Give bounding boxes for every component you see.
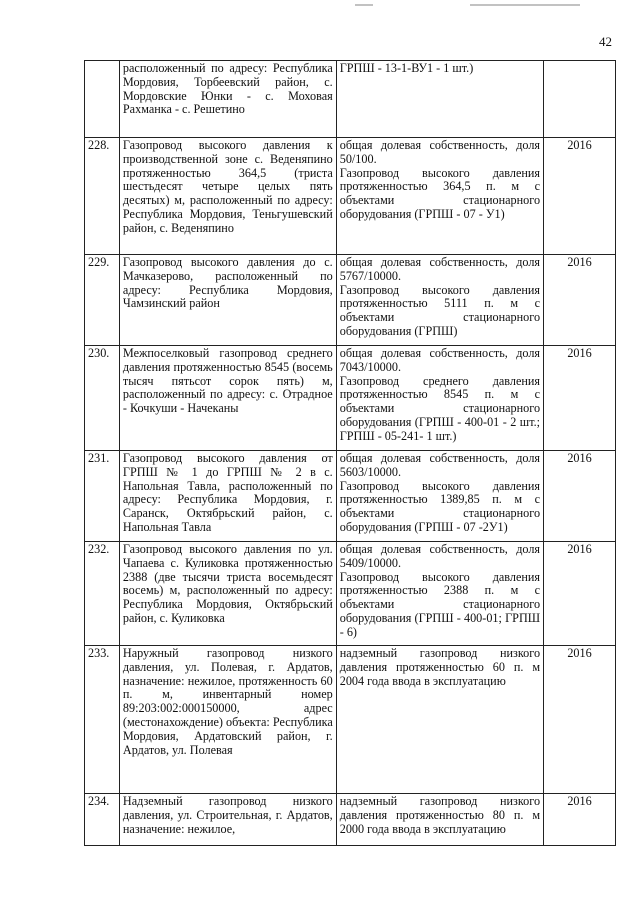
row-number: 231. <box>85 451 120 542</box>
ownership-details: общая долевая собственность, доля 5409/10000. Газопровод высокого давления протяженностью 2388 п. м с объектами стационарного оборудования (ГРПШ - 400-01; ГРПШ - 6) <box>336 542 543 646</box>
object-description: Наружный газопровод низкого давления, ул. Полевая, г. Ардатов, назначение: нежилое, протяженность 60 п. м, инвентарный номер 89:203:002:000150000, адрес (местонахождение) объекта: Республика Мордовия, Ардатовский район, г. Ардатов, ул. Полевая <box>119 646 336 794</box>
year: 2016 <box>544 346 616 451</box>
row-number: 228. <box>85 138 120 255</box>
table-row <box>85 542 616 646</box>
ownership-details: надземный газопровод низкого давления протяженностью 60 п. м 2004 года ввода в эксплуатацию <box>336 646 543 794</box>
year <box>544 61 616 138</box>
table-row <box>85 61 616 138</box>
year: 2016 <box>544 451 616 542</box>
ownership-details: общая долевая собственность, доля 7043/10000. Газопровод среднего давления протяженностью 8545 п. м с объектами стационарного оборудования (ГРПШ - 400-01 - 2 шт.; ГРПШ - 05-241- 1 шт.) <box>336 346 543 451</box>
year: 2016 <box>544 646 616 794</box>
table-row <box>85 646 616 794</box>
ownership-details: общая долевая собственность, доля 5767/10000. Газопровод высокого давления протяженностью 5111 п. м с объектами стационарного оборудования (ГРПШ) <box>336 255 543 346</box>
scan-artifact <box>355 4 373 6</box>
object-description: Надземный газопровод низкого давления, ул. Строительная, г. Ардатов, назначение: нежилое, <box>119 794 336 846</box>
ownership-details: общая долевая собственность, доля 50/100. Газопровод высокого давления протяженностью 364,5 п. м с объектами стационарного оборудования (ГРПШ - 07 - У1) <box>336 138 543 255</box>
year: 2016 <box>544 542 616 646</box>
ownership-details: общая долевая собственность, доля 5603/10000. Газопровод высокого давления протяженностью 1389,85 п. м с объектами стационарного оборудования (ГРПШ - 07 -2У1) <box>336 451 543 542</box>
row-number: 232. <box>85 542 120 646</box>
ownership-details: надземный газопровод низкого давления протяженностью 80 п. м 2000 года ввода в эксплуатацию <box>336 794 543 846</box>
table-row <box>85 451 616 542</box>
table-row <box>85 346 616 451</box>
object-description: расположенный по адресу: Республика Мордовия, Торбеевский район, с. Мордовские Юнки - с. Моховая Рахманка - с. Решетино <box>119 61 336 138</box>
year: 2016 <box>544 138 616 255</box>
row-number: 230. <box>85 346 120 451</box>
object-description: Газопровод высокого давления до с. Мачказерово, расположенный по адресу: Республика Мордовия, Чамзинский район <box>119 255 336 346</box>
table-row <box>85 255 616 346</box>
scan-artifact <box>470 4 580 6</box>
row-number: 229. <box>85 255 120 346</box>
object-description: Газопровод высокого давления к производственной зоне с. Веденяпино протяженностью 364,5 (триста шестьдесят четыре целых пять десятых) м, расположенный по адресу: Республика Мордовия, Теньгушевский район, с. Веденяпино <box>119 138 336 255</box>
row-number <box>85 61 120 138</box>
table-row <box>85 138 616 255</box>
object-description: Газопровод высокого давления по ул. Чапаева с. Куликовка протяженностью 2388 (две тысячи триста восемьдесят восемь) м, расположенный по адресу: Республика Мордовия, Октябрьский район, с. Куликовка <box>119 542 336 646</box>
object-description: Газопровод высокого давления от ГРПШ № 1 до ГРПШ № 2 в с. Напольная Тавла, расположенный по адресу: Республика Мордовия, г. Саранск, Октябрьский район, с. Напольная Тавла <box>119 451 336 542</box>
row-number: 233. <box>85 646 120 794</box>
year: 2016 <box>544 794 616 846</box>
table-row <box>85 794 616 846</box>
ownership-details: ГРПШ - 13-1-ВУ1 - 1 шт.) <box>336 61 543 138</box>
property-registry-table <box>84 60 616 846</box>
year: 2016 <box>544 255 616 346</box>
row-number: 234. <box>85 794 120 846</box>
object-description: Межпоселковый газопровод среднего давления протяженностью 8545 (восемь тысяч пятьсот сорок пять) м, расположенный по адресу: с. Отрадное - Кочкуши - Начеканы <box>119 346 336 451</box>
page-number: 42 <box>599 34 612 49</box>
